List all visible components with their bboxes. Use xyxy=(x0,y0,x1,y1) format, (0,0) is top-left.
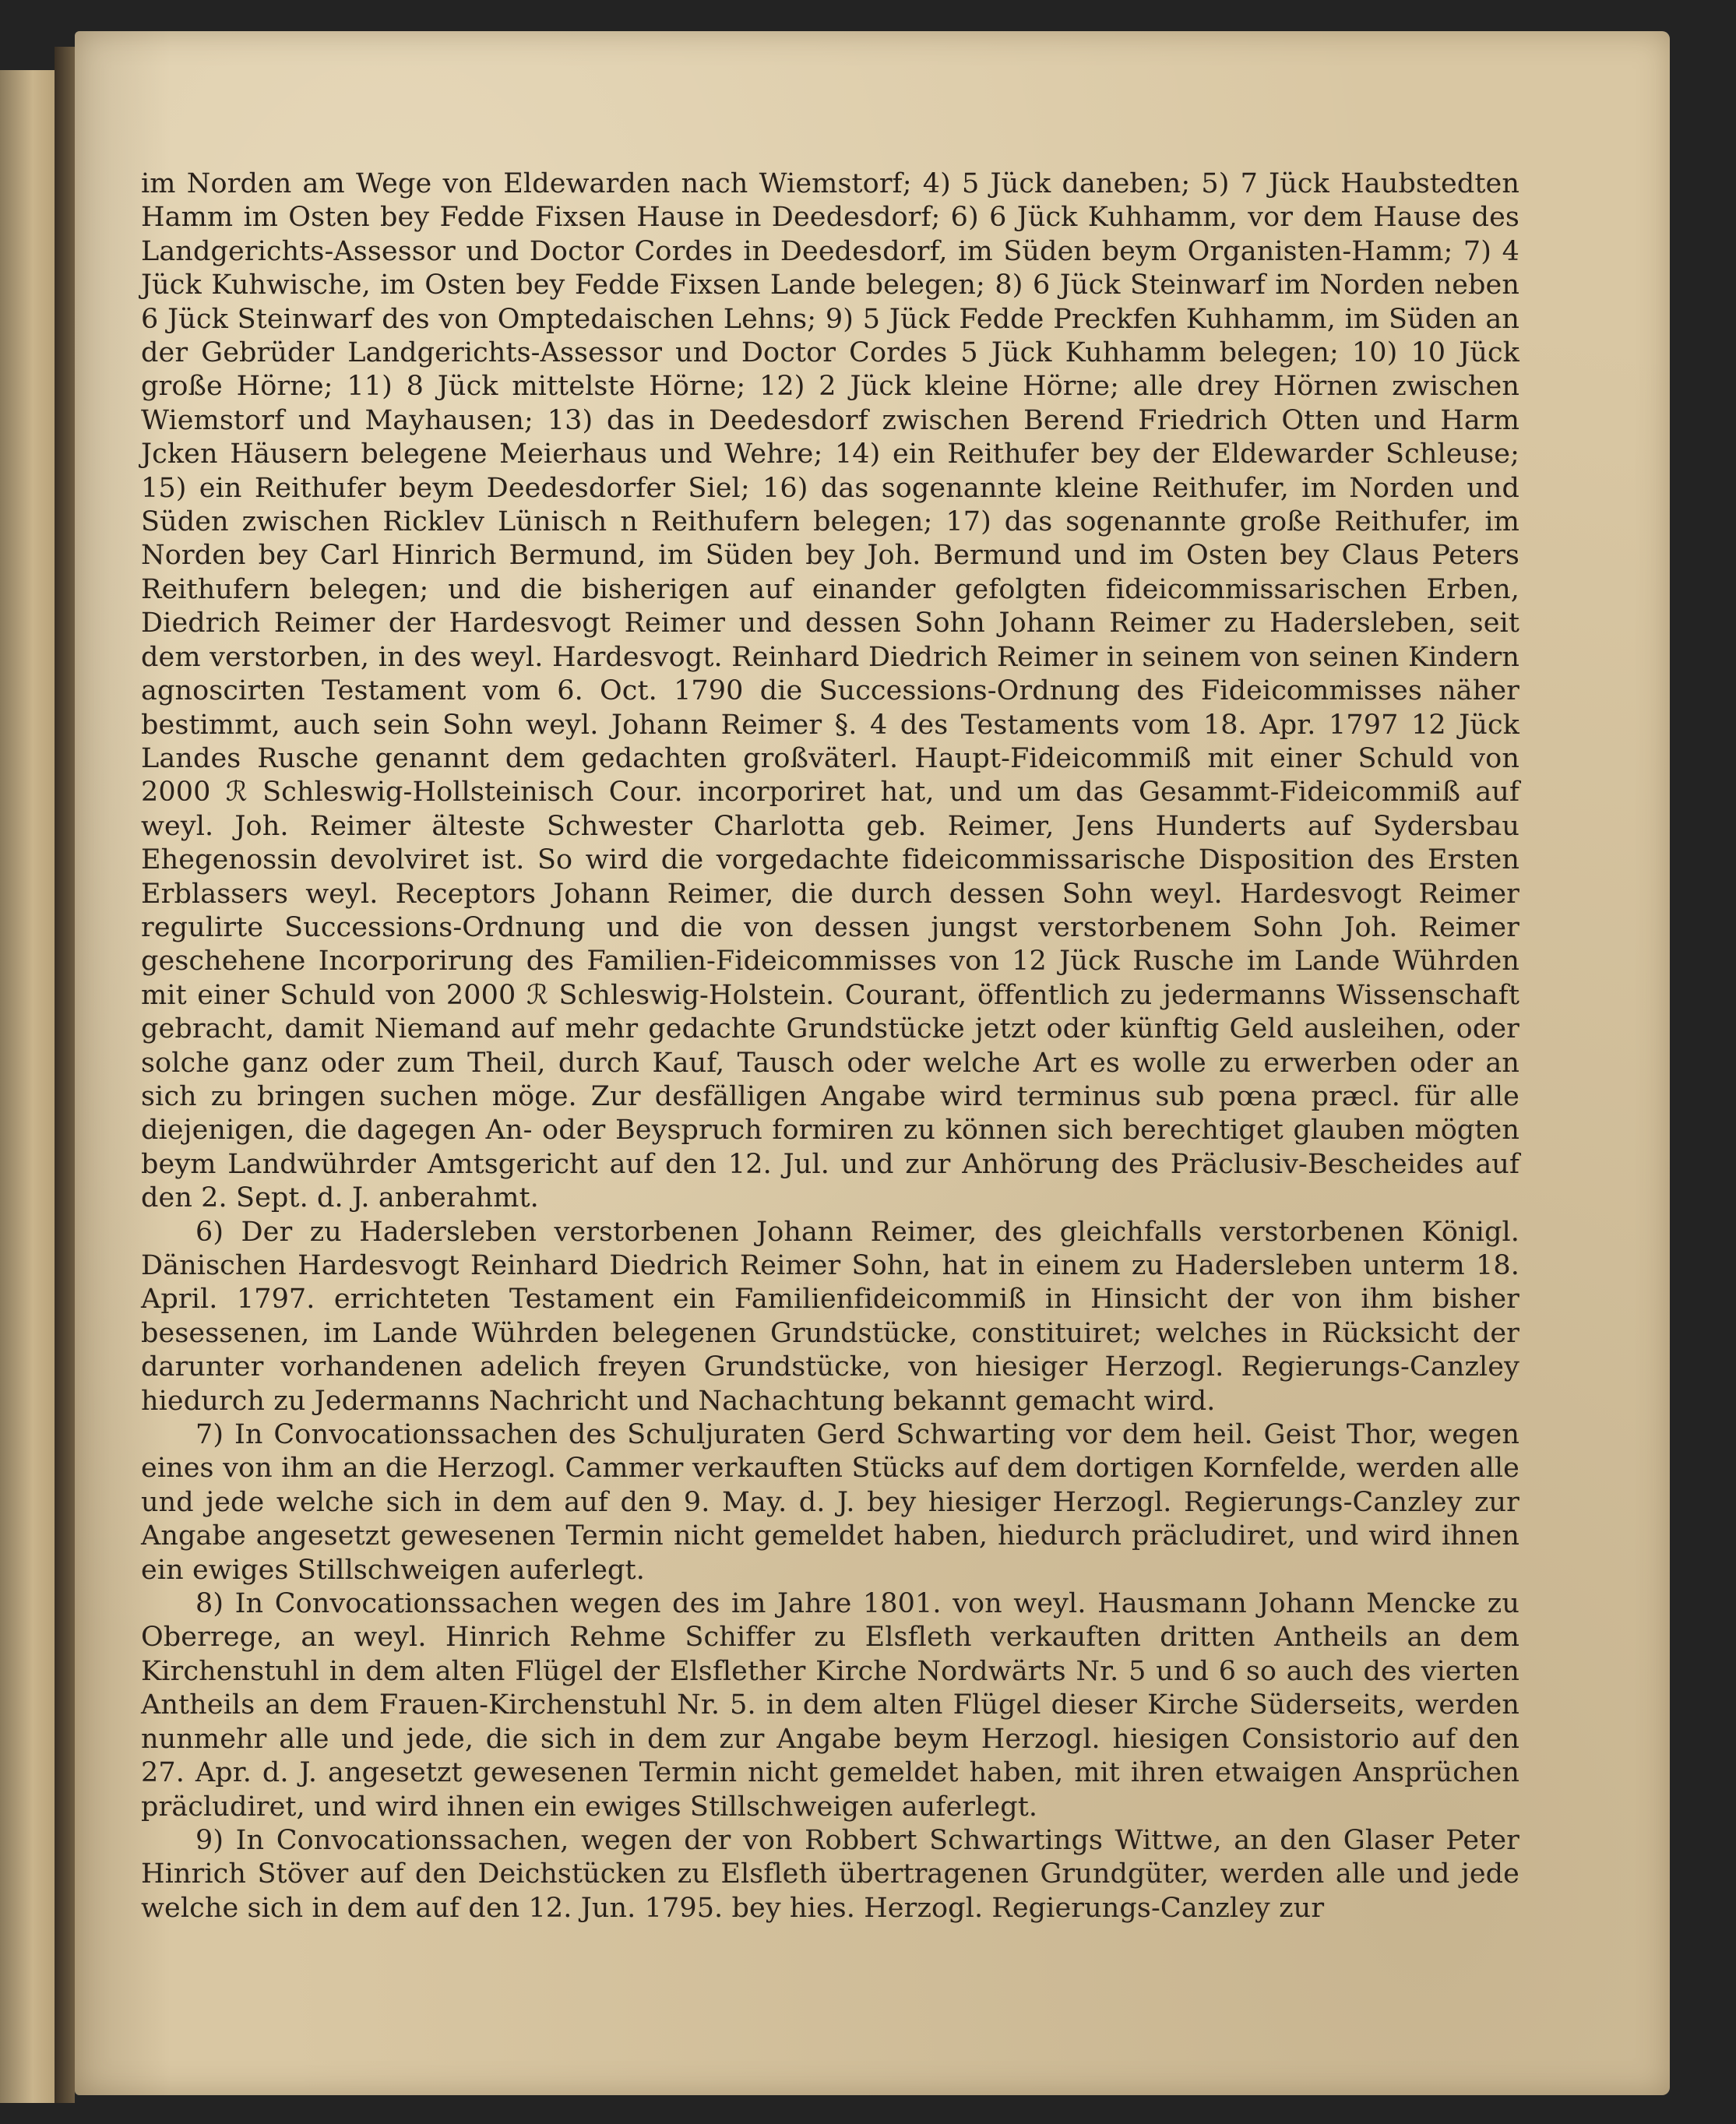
book-page xyxy=(75,31,1670,2095)
paragraph-continuation: im Norden am Wege von Eldewarden nach Wiemstorf; 4) 5 Jück daneben; 5) 7 Jück Haubstedten Hamm im Osten bey Fedde Fixsen Hause in Deedesdorf; 6) 6 Jück Kuhhamm, vor dem Hause des Landgerichts-Assessor und Doctor Cordes in Deedesdorf, im Süden beym Organisten-Hamm; 7) 4 Jück Kuhwische, im Osten bey Fedde Fixsen Lande belegen; 8) 6 Jück Steinwarf im Norden neben 6 Jück Steinwarf des von Omptedaischen Lehns; 9) 5 Jück Fedde Preckfen Kuhhamm, im Süden an der Gebrüder Landgerichts-Assessor und Doctor Cordes 5 Jück Kuhhamm belegen; 10) 10 Jück große Hörne; 11) 8 Jück mittelste Hörne; 12) 2 Jück kleine Hörne; alle drey Hörnen zwischen Wiemstorf und Mayhausen; 13) das in Deedesdorf zwischen Berend Friedrich Otten und Harm Jcken Häusern belegene Meierhaus und Wehre; 14) ein Reithufer bey der Eldewarder Schleuse; 15) ein Reithufer beym Deedesdorfer Siel; 16) das sogenannte kleine Reithufer, im Norden und Süden zwischen Ricklev Lünisch n Reithufern belegen; 17) das sogenannte große Reithufer, im Norden bey Carl Hinrich Bermund, im Süden bey Joh. Bermund und im Osten bey Claus Peters Reithufern belegen; und die bisherigen auf einander gefolgten fideicommissarischen Erben, Diedrich Reimer der Hardesvogt Reimer und dessen Sohn Johann Reimer zu Hadersleben, seit dem verstorben, in des weyl. Hardesvogt. Reinhard Diedrich Reimer in seinem von seinen Kindern agnoscirten Testament vom 6. Oct. 1790 die Successions-Ordnung des Fideicommisses näher bestimmt, auch sein Sohn weyl. Johann Reimer §. 4 des Testaments vom 18. Apr. 1797 12 Jück Landes Rusche genannt dem gedachten großväterl. Haupt-Fideicommiß mit einer Schuld von 2000 ℛ Schleswig-Hollsteinisch Cour. incorporiret hat, und um das Gesammt-Fideicommiß auf weyl. Joh. Reimer älteste Schwester Charlotta geb. Reimer, Jens Hunderts auf Sydersbau Ehegenossin devolviret ist. So wird die vorgedachte fideicommissarische Disposition des Ersten Erblassers weyl. Receptors Johann Reimer, die durch dessen Sohn weyl. Hardesvogt Reimer regulirte Successions-Ordnung und die von dessen jungst verstorbenem Sohn Joh. Reimer geschehene Incorporirung des Familien-Fideicommisses von 12 Jück Rusche im Lande Wührden mit einer Schuld von 2000 ℛ Schleswig-Holstein. Courant, öffentlich zu jedermanns Wissenschaft gebracht, damit Niemand auf mehr gedachte Grundstücke jetzt oder künftig Geld ausleihen, oder solche ganz oder zum Theil, durch Kauf, Tausch oder welche Art es wolle zu erwerben oder an sich zu bringen suchen möge. Zur desfälligen Angabe wird terminus sub pœna præcl. für alle diejenigen, die dagegen An- oder Beyspruch formiren zu können sich berechtiget glauben mögten beym Landwührder Amtsgericht auf den 12. Jul. und zur Anhörung des Präclusiv-Bescheides auf den 2. Sept. d. J. anberahmt. xyxy=(141,168,1519,1214)
page-text-block xyxy=(141,167,1519,1925)
paragraph-8: 8) In Convocationssachen wegen des im Jahre 1801. von weyl. Hausmann Johann Mencke zu Oberrege, an weyl. Hinrich Rehme Schiffer zu Elsfleth verkauften dritten Antheils an dem Kirchenstuhl in dem alten Flügel der Elsflether Kirche Nordwärts Nr. 5 und 6 so auch des vierten Antheils an dem Frauen-Kirchenstuhl Nr. 5. in dem alten Flügel dieser Kirche Süderseits, werden nunmehr alle und jede, die sich in dem zur Angabe beym Herzogl. hiesigen Consistorio auf den 27. Apr. d. J. angesetzt gewesenen Termin nicht gemeldet haben, mit ihren etwaigen Ansprüchen präcludiret, und wird ihnen ein ewiges Stillschweigen auferlegt. xyxy=(141,1588,1519,1823)
previous-page-edge xyxy=(0,70,57,2103)
paragraph-7: 7) In Convocationssachen des Schuljuraten Gerd Schwarting vor dem heil. Geist Thor, wegen eines von ihm an die Herzogl. Cammer verkauften Stücks auf dem dortigen Kornfelde, werden alle und jede welche sich in dem auf den 9. May. d. J. bey hiesiger Herzogl. Regierungs-Canzley zur Angabe angesetzt gewesenen Termin nicht gemeldet haben, hiedurch präcludiret, und wird ihnen ein ewiges Stillschweigen auferlegt. xyxy=(141,1419,1519,1586)
book-gutter xyxy=(55,47,75,2103)
paragraph-9: 9) In Convocationssachen, wegen der von Robbert Schwartings Wittwe, an den Glaser Peter Hinrich Stöver auf den Deichstücken zu Elsfleth übertragenen Grundgüter, werden alle und jede welche sich in dem auf den 12. Jun. 1795. bey hies. Herzogl. Regierungs-Canzley zur xyxy=(141,1824,1519,1924)
paragraph-6: 6) Der zu Hadersleben verstorbenen Johann Reimer, des gleichfalls verstorbenen Königl. Dänischen Hardesvogt Reinhard Diedrich Reimer Sohn, hat in einem zu Hadersleben unterm 18. April. 1797. errichteten Testament ein Familienfideicommiß in Hinsicht der von ihm bisher besessenen, im Lande Wührden belegenen Grundstücke, constituiret; welches in Rücksicht der darunter vorhandenen adelich freyen Grundstücke, von hiesiger Herzogl. Regierungs-Canzley hiedurch zu Jedermanns Nachricht und Nachachtung bekannt gemacht wird. xyxy=(141,1216,1519,1417)
